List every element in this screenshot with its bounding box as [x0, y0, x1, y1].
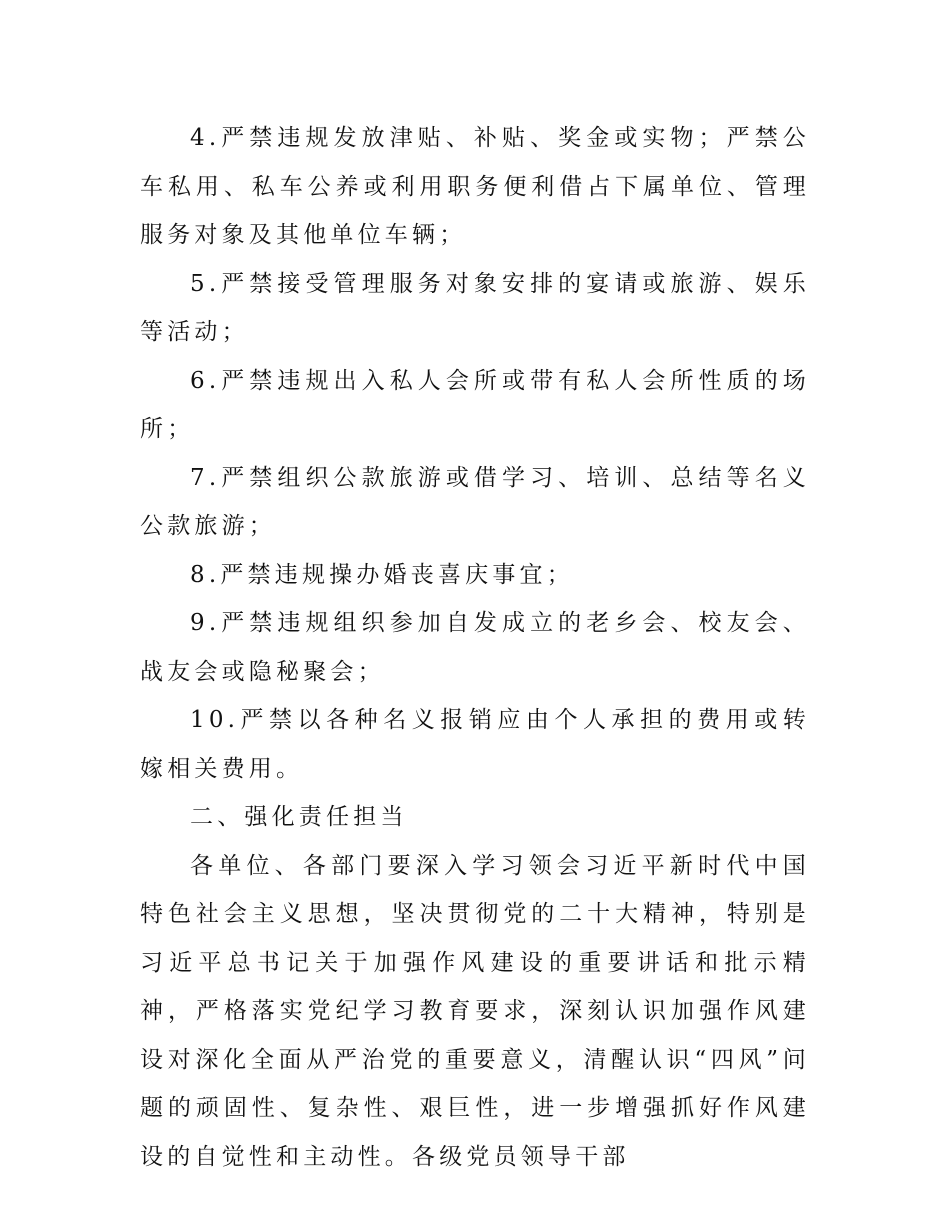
paragraph-item-7: 7.严禁组织公款旅游或借学习、培训、总结等名义公款旅游；: [140, 464, 810, 539]
paragraph-item-4: 4.严禁违规发放津贴、补贴、奖金或实物；严禁公车私用、私车公养或利用职务便利借占下属单位、管理服务对象及其他单位车辆；: [140, 125, 810, 248]
paragraph-item-8: 8.严禁违规操办婚丧喜庆事宜；: [190, 561, 574, 588]
document-page: [140, 114, 810, 1181]
paragraph-item-10: 10.严禁以各种名义报销应由个人承担的费用或转嫁相关费用。: [140, 707, 810, 782]
paragraph-item-6: 6.严禁违规出入私人会所或带有私人会所性质的场所；: [140, 367, 810, 442]
section-heading: 二、强化责任担当: [190, 804, 408, 830]
body-paragraph: 各单位、各部门要深入学习领会习近平新时代中国特色社会主义思想，坚决贯彻党的二十大精神，特别是习近平总书记关于加强作风建设的重要讲话和批示精神，严格落实党纪学习教育要求，深刻认识加强作风建设对深化全面从严治党的重要意义，清醒认识“四风”问题的顽固性、复杂性、艰巨性，进一步增强抓好作风建设的自觉性和主动性。各级党员领导干部: [140, 852, 810, 1170]
paragraph-item-9: 9.严禁违规组织参加自发成立的老乡会、校友会、战友会或隐秘聚会；: [140, 610, 810, 685]
paragraph-item-5: 5.严禁接受管理服务对象安排的宴请或旅游、娱乐等活动；: [140, 270, 810, 345]
